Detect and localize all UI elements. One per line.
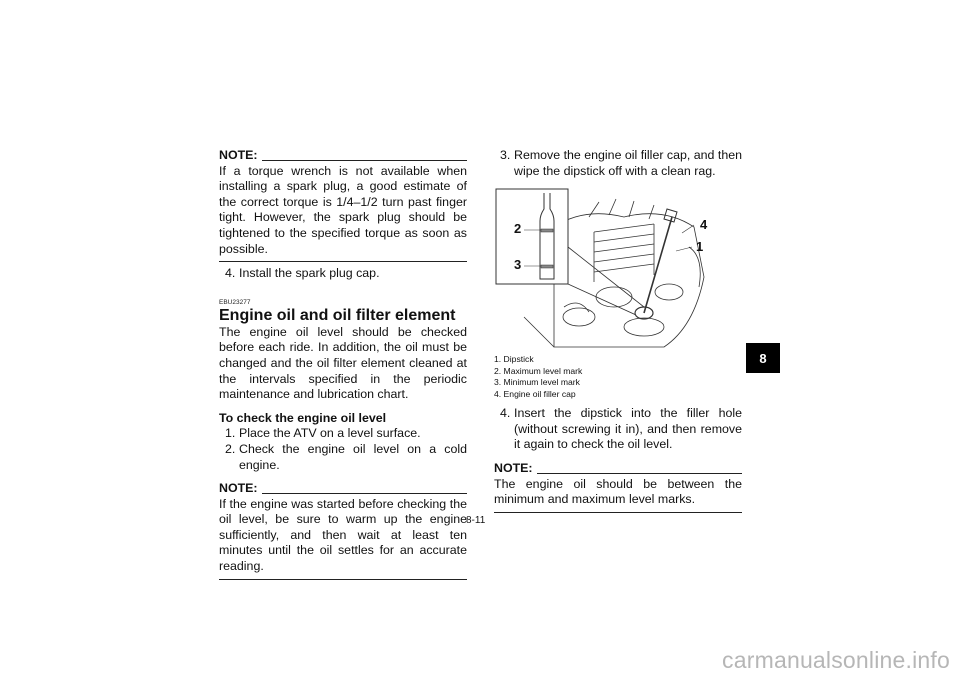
legend-item: 3. Minimum level mark [494, 377, 580, 388]
step-number: 4. [500, 406, 511, 421]
engine-line-drawing [494, 187, 742, 352]
step-number: 3. [500, 148, 511, 162]
note-label: NOTE: [494, 460, 533, 475]
step-text: Place the ATV on a level surface. [239, 426, 421, 441]
step-number: 4. [225, 266, 236, 281]
dipstick-illustration [494, 187, 742, 352]
step-item [494, 406, 742, 453]
step-text: Remove the engine oil filler cap, and then wipe the dipstick off with a clean rag. [514, 148, 742, 178]
callout-4: 4 [700, 217, 708, 233]
step-item [219, 266, 467, 282]
legend-item: 2. Maximum level mark [494, 365, 583, 376]
step-item [494, 148, 742, 179]
note-end-rule [494, 512, 742, 513]
note-rule [537, 473, 742, 474]
right-column [494, 148, 742, 513]
callout-2: 2 [514, 221, 522, 237]
note-end-rule [219, 579, 467, 580]
legend-item: 1. Dipstick [494, 354, 534, 365]
step-text: Insert the dipstick into the filler hole (without screwing it in), and then remove it again to check the oil level. [514, 406, 742, 452]
left-column [219, 148, 467, 580]
note-rule [262, 493, 467, 494]
note-text: If the engine was started before checking the oil level, be sure to warm up the engine sufficiently, and then wait at least ten minutes until the oil settles for an accurate reading. [219, 496, 467, 574]
callout-3: 3 [514, 257, 522, 273]
step-text: Check the engine oil level on a cold engine. [239, 441, 467, 472]
figure-legend [494, 354, 742, 400]
step-number: 2. [225, 441, 236, 456]
page-number: 8-11 [466, 515, 486, 526]
section-code: EBU23277 [219, 298, 251, 306]
step-item [219, 442, 467, 473]
note-label: NOTE: [219, 148, 258, 162]
note-text: If a torque wrench is not available when installing a spark plug, a good estimate of the correct torque is 1/4–1/2 turn past finger tight. However, the spark plug should be tightened to the specified torque as soon as possible. [219, 163, 467, 256]
note-heading [219, 148, 467, 164]
legend-item: 4. Engine oil filler cap [494, 388, 576, 399]
subheading: To check the engine oil level [219, 410, 387, 425]
step-number: 1. [225, 426, 236, 441]
chapter-tab: 8 [746, 343, 780, 373]
section-paragraph: The engine oil level should be checked before each ride. In addition, the oil must be changed and the oil filter element cleaned at the intervals specified in the periodic maintenance and lubrication chart. [219, 324, 467, 402]
step-item [219, 426, 467, 442]
note-text: The engine oil should be between the minimum and maximum level marks. [494, 476, 742, 507]
note-heading [494, 461, 742, 477]
step-text: Install the spark plug cap. [239, 266, 380, 281]
note-end-rule [219, 261, 467, 262]
watermark: carmanualsonline.info [722, 647, 950, 673]
note-label: NOTE: [219, 481, 258, 496]
callout-1: 1 [696, 239, 704, 255]
note-rule [262, 160, 467, 161]
note-heading [219, 481, 467, 497]
section-title: Engine oil and oil filter element [219, 306, 456, 324]
